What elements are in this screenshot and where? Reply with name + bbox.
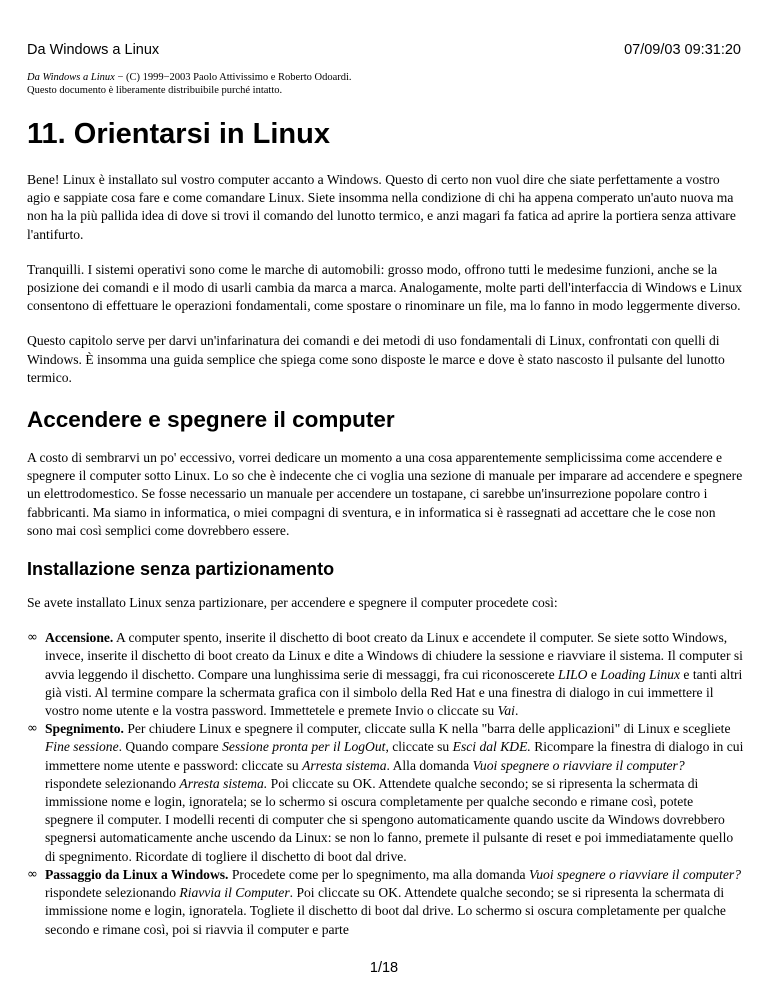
subsection-intro: Se avete installato Linux senza partizionare, per accendere e spegnere il computer procedete così: bbox=[27, 595, 558, 611]
intro-paragraph: Tranquilli. I sistemi operativi sono come le marche di automobili: grosso modo, offrono tutti le medesime funzioni, anche se la posizione dei comandi e il modo di usarli cambia da marca a marca. Analogamente, molte parti dell'interfaccia di Windows e Linux consentono di effettuare le operazioni fondamentali, come spostare o rinominare un file, ma lo fanno in modo leggermente diverso. bbox=[27, 261, 743, 314]
bullet-icon: ∞ bbox=[27, 721, 38, 737]
section-title: Accendere e spegnere il computer bbox=[27, 407, 395, 433]
header-timestamp: 07/09/03 09:31:20 bbox=[624, 42, 741, 58]
subsection-title: Installazione senza partizionamento bbox=[27, 559, 335, 580]
meta-copyright: − (C) 1999−2003 Paolo Attivissimo e Roberto Odoardi. bbox=[114, 72, 352, 83]
bullet-icon: ∞ bbox=[27, 866, 38, 882]
intro-paragraph: Bene! Linux è installato sul vostro computer accanto a Windows. Questo di certo non vuol dire che siate perfettamente a vostro agio e sappiate cosa fare e come comandare Linux. Siete insomma nella condizione di chi ha appena comperato un'auto nuova ma non ha la più pallida idea di dove si trovi il comando del lunotto termico, e anzi magari fa fatica ad aprire la portiera senza attivare l'antifurto. bbox=[27, 172, 736, 242]
bullet-list bbox=[27, 629, 744, 938]
license-line: Questo documento è liberamente distribuibile purché intatto. bbox=[27, 85, 283, 96]
header-title: Da Windows a Linux bbox=[27, 42, 160, 58]
intro-paragraph: Questo capitolo serve per darvi un'infarinatura dei comandi e dei metodi di uso fondamentali di Linux, confrontati con quelli di Windows. È insomma una guida semplice che spiega come sono disposte le marce e dove è stato nascosto il pulsante del lunotto termico. bbox=[27, 333, 725, 385]
main-content bbox=[27, 110, 744, 939]
page-number: 1/18 bbox=[369, 960, 399, 976]
chapter-title: 11. Orientarsi in Linux bbox=[27, 118, 330, 150]
bullet-icon: ∞ bbox=[27, 630, 38, 646]
list-item: ∞ Passaggio da Linux a Windows. Procedete come per lo spegnimento, ma alla domanda Vuoi spegnere o riavviare il computer? rispondete selezionando Riavvia il Computer. Poi cliccate su OK. Attendete qualche secondo; se si ripresenta la schermata di immissione nome e login, ignoratela. Togliete il dischetto di boot dal drive. Lo schermo si oscura completamente per qualche secondo e rimane così, poi si riavvia il computer e parte bbox=[27, 866, 741, 937]
list-item: ∞ Accensione. A computer spento, inserite il dischetto di boot creato da Linux e accendete il computer. Se siete sotto Windows, invece, inserite il dischetto di boot creato da Linux e dite a Windows di chiudere la sessione e riavviare il sistema. Il computer si avvia leggendo il dischetto. Compare una lunghissima serie di messaggi, fra cui riconoscerete LILO e Loading Linux e tanti altri già visti. Al termine compare la schermata grafica con il simbolo della Red Hat e una finestra di dialogo in cui immettere il vostro nome utente e la vostra password. Immettetele e premete Invio o cliccate su Vai. bbox=[27, 630, 743, 719]
meta-title: Da Windows a Linux bbox=[27, 72, 115, 83]
section-paragraph: A costo di sembrarvi un po' eccessivo, vorrei dedicare un momento a una cosa apparentemente semplicissima come accendere e spegnere il computer sotto Linux. Lo so che è indecente che ci voglia una sezione di manuale per imparare ad accendere e spegnere un elettrodomestico. Se fosse necessario un manuale per accendere un tostapane, ci sarebbe un'insurrezione popolare contro i fabbricanti. Ma siamo in informatica, o miei compagni di sventura, e in informatica si è rassegnati ad accettare che le cose non sono mai così semplici come dovrebbero essere. bbox=[27, 450, 743, 538]
copyright-notice bbox=[27, 71, 352, 97]
list-item: ∞ Spegnimento. Per chiudere Linux e spegnere il computer, cliccate sulla K nella "barra delle applicazioni" di Linux e scegliete Fine sessione. Quando compare Sessione pronta per il LogOut, cliccate su Esci dal KDE. Ricompare la finestra di dialogo in cui immettere nome utente e password: cliccate su Arresta sistema. Alla domanda Vuoi spegnere o riavviare il computer? rispondete selezionando Arresta sistema. Poi cliccate su OK. Attendete qualche secondo; se si ripresenta la schermata di immissione nome e login, ignoratela; se lo schermo si oscura completamente per qualche secondo e rimane così, potete spegnere il computer. I modelli recenti di computer che si spengono automaticamente quando uscite da Windows dovrebbero spegnersi automaticamente anche uscendo da Linux: se non lo fanno, premete il pulsante di reset e poi immediatamente quello di spegnimento. Ricordate di togliere il dischetto di boot dal drive. bbox=[27, 721, 744, 864]
copyright-line bbox=[27, 71, 352, 84]
